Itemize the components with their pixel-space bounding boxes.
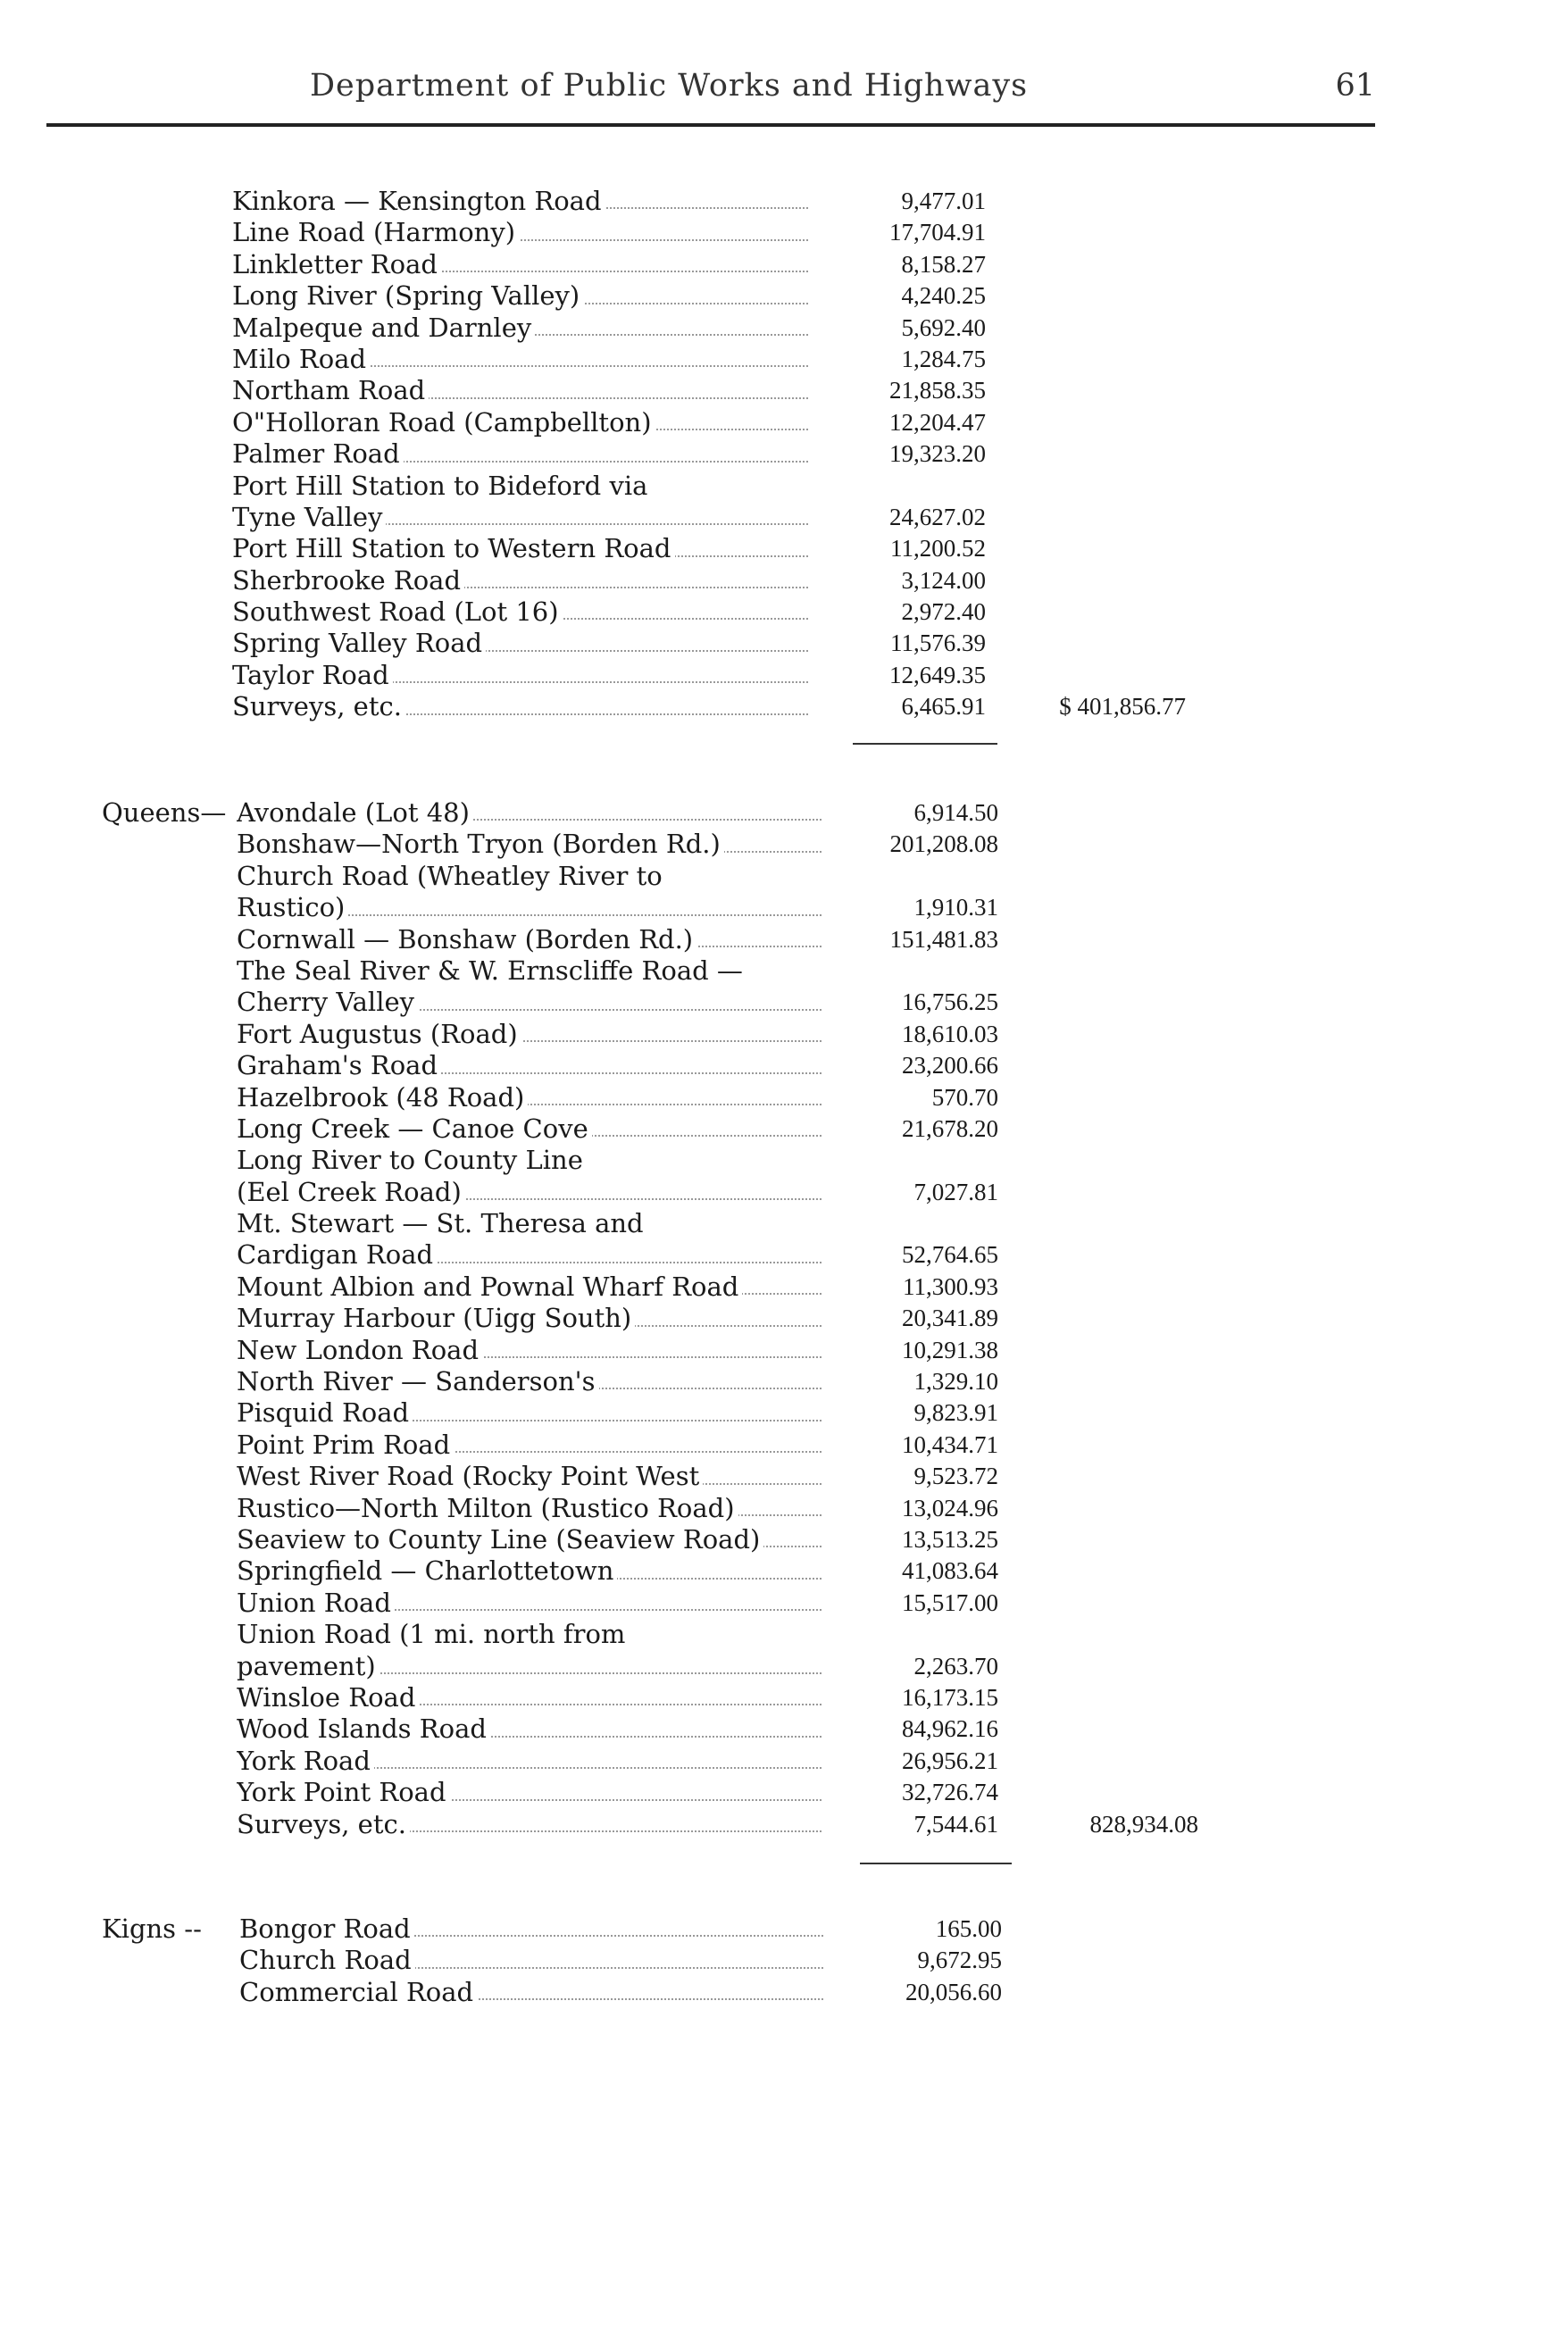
amount-cell: 26,956.21 (902, 1747, 998, 1774)
road-name: Long River to County Line (237, 1145, 822, 1176)
amount-cell: 9,523.72 (913, 1463, 998, 1490)
table-row (0, 861, 1568, 892)
amount-cell: 3,124.00 (901, 566, 986, 594)
road-name: Kinkora — Kensington Road (232, 186, 808, 217)
table-row (0, 987, 1568, 1018)
amount-cell: 1,910.31 (913, 894, 998, 921)
prince-section (0, 186, 1568, 723)
road-name: Seaview to County Line (Seaview Road) (237, 1524, 822, 1555)
table-row (0, 1019, 1568, 1050)
road-name: (Eel Creek Road) (237, 1177, 822, 1208)
table-row (0, 533, 1568, 564)
amount-cell: 20,341.89 (902, 1305, 998, 1332)
amount-cell: 151,481.83 (889, 925, 998, 953)
road-name: Bonshaw—North Tryon (Borden Rd.) (237, 829, 822, 860)
table-row (0, 217, 1568, 248)
queens-section (0, 797, 1568, 1840)
table-row (0, 955, 1568, 987)
amount-cell: 570.70 (931, 1083, 998, 1111)
amount-cell: 20,056.60 (905, 1978, 1002, 2005)
road-name: Taylor Road (232, 660, 808, 691)
table-row (0, 1335, 1568, 1366)
amount-cell: 15,517.00 (902, 1588, 998, 1616)
amount-cell: 165.00 (935, 1915, 1002, 1942)
road-name: Wood Islands Road (237, 1713, 822, 1745)
road-name: Surveys, etc. (232, 691, 808, 722)
kings-section (0, 1913, 1568, 2008)
table-row (0, 438, 1568, 470)
table-row (0, 660, 1568, 691)
table-row (0, 1271, 1568, 1303)
section-total: $ 401,856.77 (1059, 693, 1186, 721)
table-row (0, 1619, 1568, 1650)
amount-cell: 6,914.50 (913, 799, 998, 826)
amount-cell: 10,434.71 (902, 1430, 998, 1458)
table-row (0, 924, 1568, 955)
table-row (0, 1208, 1568, 1239)
amount-cell: 9,477.01 (901, 188, 986, 214)
amount-cell: 6,465.91 (901, 693, 986, 721)
road-name: Pisquid Road (237, 1397, 822, 1429)
table-row (0, 249, 1568, 280)
table-row (0, 1397, 1568, 1429)
road-name: York Road (237, 1746, 822, 1777)
amount-cell: 32,726.74 (902, 1779, 998, 1806)
road-name: Long River (Spring Valley) (232, 280, 808, 312)
road-name: Surveys, etc. (237, 1809, 822, 1840)
road-name: pavement) (237, 1651, 822, 1682)
amount-cell: 23,200.66 (902, 1052, 998, 1080)
road-name: Point Prim Road (237, 1430, 822, 1461)
table-row (0, 1145, 1568, 1176)
table-row (0, 1651, 1568, 1682)
road-name: Sherbrooke Road (232, 565, 808, 596)
road-name: Spring Valley Road (232, 628, 808, 659)
road-name: Linkletter Road (232, 249, 808, 280)
road-name: Church Road (Wheatley River to (237, 861, 822, 892)
amount-cell: 12,649.35 (889, 661, 986, 688)
county-label: Queens— (102, 797, 227, 828)
amount-cell: 2,972.40 (901, 598, 986, 626)
table-row (0, 1777, 1568, 1808)
road-name: Mount Albion and Pownal Wharf Road (237, 1271, 822, 1303)
road-name: Fort Augustus (Road) (237, 1019, 822, 1050)
page-title: Department of Public Works and Highways (310, 68, 1029, 104)
road-name: Graham's Road (237, 1050, 822, 1081)
table-row (0, 1555, 1568, 1587)
table-row (0, 596, 1568, 628)
amount-cell: 84,962.16 (902, 1715, 998, 1743)
amount-cell: 11,300.93 (903, 1272, 998, 1300)
road-name: Cornwall — Bonshaw (Borden Rd.) (237, 924, 822, 955)
road-name: North River — Sanderson's (237, 1366, 822, 1397)
table-row (0, 280, 1568, 312)
amount-cell: 8,158.27 (901, 250, 986, 278)
road-name: Rustico) (237, 892, 822, 923)
road-name: Union Road (1 mi. north from (237, 1619, 822, 1650)
table-row (0, 407, 1568, 438)
table-row (0, 565, 1568, 596)
table-row (0, 1977, 1568, 2008)
amount-cell: 7,027.81 (913, 1178, 998, 1205)
table-row (0, 1177, 1568, 1208)
amount-cell: 12,204.47 (889, 408, 986, 436)
road-name: Mt. Stewart — St. Theresa and (237, 1208, 822, 1239)
road-name: New London Road (237, 1335, 822, 1366)
road-name: Port Hill Station to Bideford via (232, 471, 808, 502)
road-name: Springfield — Charlottetown (237, 1555, 822, 1587)
road-name: Tyne Valley (232, 502, 808, 533)
road-name: Commercial Road (239, 1977, 823, 2008)
amount-cell: 2,263.70 (913, 1652, 998, 1680)
table-row (0, 1461, 1568, 1492)
table-row (0, 829, 1568, 860)
page-number: 61 (1335, 68, 1375, 104)
amount-cell: 16,756.25 (902, 988, 998, 1016)
amount-cell: 1,284.75 (901, 345, 986, 372)
amount-cell: 41,083.64 (902, 1557, 998, 1585)
table-row (0, 1366, 1568, 1397)
table-row (0, 1303, 1568, 1334)
amount-cell: 13,513.25 (902, 1525, 998, 1553)
table-row (0, 1430, 1568, 1461)
table-row (0, 186, 1568, 217)
amount-cell: 1,329.10 (913, 1368, 998, 1396)
section-total: 828,934.08 (1089, 1810, 1198, 1838)
road-name: O"Holloran Road (Campbellton) (232, 407, 808, 438)
table-row (0, 1713, 1568, 1745)
road-name: West River Road (Rocky Point West (237, 1461, 822, 1492)
road-name: Port Hill Station to Western Road (232, 533, 808, 564)
table-row (0, 797, 1568, 829)
page-header (46, 68, 1375, 121)
queens-sum-rule (860, 1863, 1012, 1864)
road-name: York Point Road (237, 1777, 822, 1808)
table-row (0, 344, 1568, 375)
table-row (0, 1945, 1568, 1976)
table-row (0, 1082, 1568, 1113)
road-name: Hazelbrook (48 Road) (237, 1082, 822, 1113)
road-name: Northam Road (232, 375, 808, 406)
road-name: Line Road (Harmony) (232, 217, 808, 248)
table-row (0, 691, 1568, 722)
table-row (0, 1239, 1568, 1271)
table-row (0, 375, 1568, 406)
table-row (0, 1913, 1568, 1945)
table-row (0, 1493, 1568, 1524)
road-name: The Seal River & W. Ernscliffe Road — (237, 955, 822, 987)
table-row (0, 471, 1568, 502)
road-name: Long Creek — Canoe Cove (237, 1113, 822, 1145)
table-row (0, 1050, 1568, 1081)
road-name: Union Road (237, 1588, 822, 1619)
table-row (0, 502, 1568, 533)
amount-cell: 16,173.15 (902, 1683, 998, 1711)
road-name: Southwest Road (Lot 16) (232, 596, 808, 628)
amount-cell: 21,858.35 (889, 377, 986, 404)
amount-cell: 9,672.95 (917, 1947, 1002, 1974)
road-name: Malpeque and Darnley (232, 313, 808, 344)
amount-cell: 4,240.25 (901, 282, 986, 310)
amount-cell: 52,764.65 (902, 1241, 998, 1269)
amount-cell: 24,627.02 (889, 503, 986, 530)
road-name: Rustico—North Milton (Rustico Road) (237, 1493, 822, 1524)
road-name: Murray Harbour (Uigg South) (237, 1303, 822, 1334)
amount-cell: 11,200.52 (890, 535, 986, 563)
amount-cell: 201,208.08 (889, 830, 998, 858)
table-row (0, 1746, 1568, 1777)
header-rule (46, 123, 1375, 127)
amount-cell: 18,610.03 (902, 1020, 998, 1047)
amount-cell: 21,678.20 (902, 1114, 998, 1142)
amount-cell: 13,024.96 (902, 1494, 998, 1521)
road-name: Cherry Valley (237, 987, 822, 1018)
table-row (0, 1113, 1568, 1145)
road-name: Avondale (Lot 48) (237, 797, 822, 829)
amount-cell: 10,291.38 (902, 1336, 998, 1363)
amount-cell: 11,576.39 (890, 629, 986, 657)
table-row (0, 1809, 1568, 1840)
prince-sum-rule (853, 743, 997, 745)
table-row (0, 892, 1568, 923)
road-name: Cardigan Road (237, 1239, 822, 1271)
road-name: Church Road (239, 1945, 823, 1976)
road-name: Winsloe Road (237, 1682, 822, 1713)
table-row (0, 1682, 1568, 1713)
amount-cell: 5,692.40 (901, 313, 986, 341)
road-name: Milo Road (232, 344, 808, 375)
amount-cell: 19,323.20 (889, 440, 986, 468)
amount-cell: 7,544.61 (913, 1810, 998, 1838)
amount-cell: 17,704.91 (889, 219, 986, 246)
road-name: Bongor Road (239, 1913, 823, 1945)
table-row (0, 1588, 1568, 1619)
table-row (0, 313, 1568, 344)
county-label: Kigns -- (102, 1913, 202, 1944)
table-row (0, 1524, 1568, 1555)
amount-cell: 9,823.91 (913, 1399, 998, 1427)
table-row (0, 628, 1568, 659)
road-name: Palmer Road (232, 438, 808, 470)
